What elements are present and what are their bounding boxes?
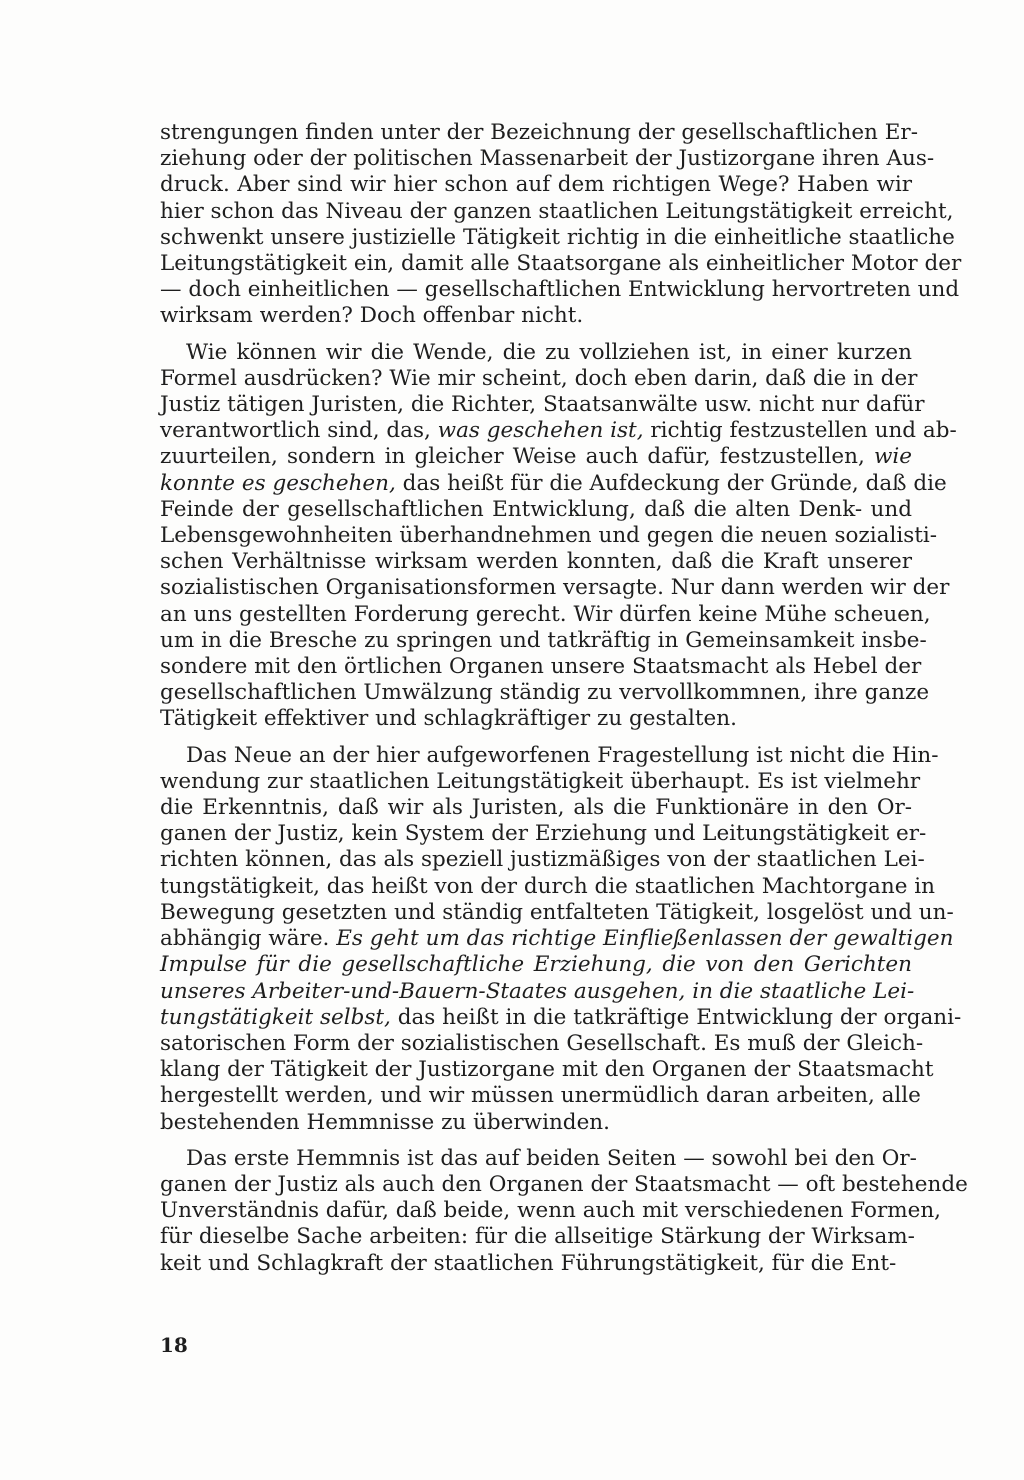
text-line [160, 224, 955, 251]
text-line [160, 146, 935, 172]
text-segment: sondere mit den örtlichen Organen unsere Staatsmacht als Hebel der [160, 654, 922, 680]
italic-text: tungstätigkeit selbst, [160, 1004, 391, 1030]
text-segment: wendung zur staatlichen Leitungstätigkeit überhaupt. Es ist vielmehr [160, 768, 921, 794]
text-segment: verantwortlich sind, das, [160, 418, 438, 444]
text-segment: ziehung oder der politischen Massenarbeit der Justizorgane ihren Aus- [160, 146, 935, 172]
text-segment: Leitungstätigkeit ein, damit alle Staatsorgane als einheitlicher Motor der [160, 251, 962, 277]
text-line [160, 444, 912, 470]
text-segment: Bewegung gesetzten und ständig entfalteten Tätigkeit, losgelöst und un- [160, 899, 954, 925]
text-segment: schen Verhältnisse wirksam werden konnten, daß die Kraft unserer [160, 549, 912, 575]
text-segment: für dieselbe Sache arbeiten: für die allseitige Stärkung der Wirksam- [160, 1224, 915, 1250]
text-line [160, 497, 912, 523]
text-segment: keit und Schlagkraft der staatlichen Führungstätigkeit, für die Ent- [160, 1250, 897, 1276]
text-segment: ganen der Justiz, kein System der Erziehung und Leitungstätigkeit er- [160, 821, 927, 847]
text-segment: ganen der Justiz als auch den Organen der Staatsmacht — oft bestehende [160, 1171, 968, 1197]
text-line [160, 575, 950, 601]
text-segment: Wie können wir die Wende, die zu vollziehen ist, in einer kurzen [186, 339, 912, 365]
text-segment: Tätigkeit effektiver und schlagkräftiger zu gestalten. [160, 706, 737, 732]
text-segment: hergestellt werden, und wir müssen unermüdlich daran arbeiten, alle [160, 1083, 921, 1109]
text-line [160, 198, 954, 225]
text-line [160, 1145, 917, 1172]
text-line [160, 952, 912, 978]
text-line [160, 899, 954, 926]
text-line [160, 1171, 968, 1198]
text-line [160, 627, 927, 654]
text-line [160, 768, 921, 795]
text-line [160, 470, 947, 497]
text-segment: die Erkenntnis, daß wir als Juristen, als die Funktionäre in den Or- [160, 795, 912, 821]
text-segment: zuurteilen, sondern in gleicher Weise auch dafür, festzustellen, [160, 444, 874, 470]
text-line [160, 1224, 915, 1250]
page-number: 18 [160, 1333, 188, 1357]
text-line [160, 601, 931, 628]
text-segment: das heißt für die Aufdeckung der Gründe, daß die [395, 470, 947, 496]
text-segment: richten können, das als speziell justizmäßiges von der staatlichen Lei- [160, 847, 925, 873]
text-segment: richtig festzustellen und ab- [643, 418, 957, 444]
text-line [160, 654, 922, 680]
text-segment: Unverständnis dafür, daß beide, wenn auch mit verschiedenen Formen, [160, 1198, 942, 1224]
text-line [160, 277, 960, 303]
text-segment: das heißt in die tatkräftige Entwicklung der organi- [390, 1004, 962, 1030]
text-segment: Formel ausdrücken? Wie mir scheint, doch eben darin, daß die in der [160, 365, 918, 391]
text-segment: Das erste Hemmnis ist das auf beiden Seiten — sowohl bei den Or- [186, 1145, 917, 1171]
text-line [160, 418, 957, 444]
text-line [160, 340, 912, 366]
text-segment: Lebensgewohnheiten überhandnehmen und gegen die neuen sozialisti- [160, 523, 938, 549]
text-line [160, 303, 912, 329]
italic-text: konnte es geschehen, [160, 470, 396, 496]
text-line [160, 1004, 962, 1031]
paragraph [160, 1145, 968, 1277]
italic-text: unseres Arbeiter-und-Bauern-Staates ausgehen, in die staatliche Lei- [160, 978, 915, 1004]
text-segment: bestehenden Hemmnisse zu überwinden. [160, 1109, 610, 1135]
text-segment: Feinde der gesellschaftlichen Entwicklung, daß die alten Denk- und [160, 496, 912, 522]
text-segment: klang der Tätigkeit der Justizorgane mit den Organen der Staatsmacht [160, 1057, 934, 1083]
italic-text: was geschehen ist, [437, 418, 644, 444]
text-line [160, 978, 915, 1005]
text-line [160, 847, 925, 873]
text-segment: schwenkt unsere justizielle Tätigkeit richtig in die einheitliche staatliche [160, 224, 955, 250]
text-line [160, 172, 912, 198]
text-line [160, 926, 954, 952]
text-line [160, 1110, 912, 1136]
text-segment: strengungen finden unter der Bezeichnung der gesellschaftlichen Er- [160, 120, 918, 145]
text-segment: — doch einheitlichen — gesellschaftlichen Entwicklung hervortreten und [160, 277, 960, 303]
text-segment: Das Neue an der hier aufgeworfenen Fragestellung ist nicht die Hin- [186, 742, 939, 768]
text-segment: sozialistischen Organisationsformen versagte. Nur dann werden wir der [160, 575, 950, 601]
text-line [160, 1083, 921, 1109]
text-segment: tungstätigkeit, das heißt von der durch die staatlichen Machtorgane in [160, 873, 935, 899]
text-line [160, 873, 935, 900]
text-segment: Justiz tätigen Juristen, die Richter, Staatsanwälte usw. nicht nur dafür [160, 392, 925, 418]
paragraph [160, 742, 962, 1136]
text-line [160, 365, 918, 392]
text-segment: um in die Bresche zu springen und tatkräftig in Gemeinsamkeit insbe- [160, 627, 927, 653]
text-line [160, 1030, 924, 1057]
text-segment: satorischen Form der sozialistischen Gesellschaft. Es muß der Gleich- [160, 1030, 924, 1056]
text-line [160, 120, 918, 146]
text-line [160, 706, 912, 732]
text-line [160, 1251, 912, 1277]
body-text [160, 120, 968, 1287]
italic-text: Es geht um das richtige Einfließenlassen der gewaltigen [336, 926, 954, 952]
paragraph [160, 120, 962, 330]
italic-text: Impulse für die gesellschaftliche Erziehung, die von den Gerichten [160, 952, 912, 978]
text-segment: an uns gestellten Forderung gerecht. Wir dürfen keine Mühe scheuen, [160, 601, 931, 627]
text-line [160, 680, 930, 706]
text-segment: druck. Aber sind wir hier schon auf dem richtigen Wege? Haben wir [160, 172, 912, 198]
text-segment: hier schon das Niveau der ganzen staatlichen Leitungstätigkeit erreicht, [160, 198, 954, 224]
text-line [160, 523, 938, 549]
text-segment: abhängig wäre. [160, 926, 337, 952]
text-line [160, 251, 962, 277]
text-line [160, 821, 927, 847]
text-segment: wirksam werden? Doch offenbar nicht. [160, 303, 584, 329]
paragraph [160, 339, 957, 733]
italic-text: wie [873, 444, 912, 470]
text-line [160, 795, 912, 821]
text-line [160, 1057, 934, 1083]
text-segment: gesellschaftlichen Umwälzung ständig zu vervollkommnen, ihre ganze [160, 680, 930, 706]
text-line [160, 549, 912, 575]
text-line [160, 392, 925, 418]
text-line [160, 742, 939, 769]
text-line [160, 1198, 942, 1224]
